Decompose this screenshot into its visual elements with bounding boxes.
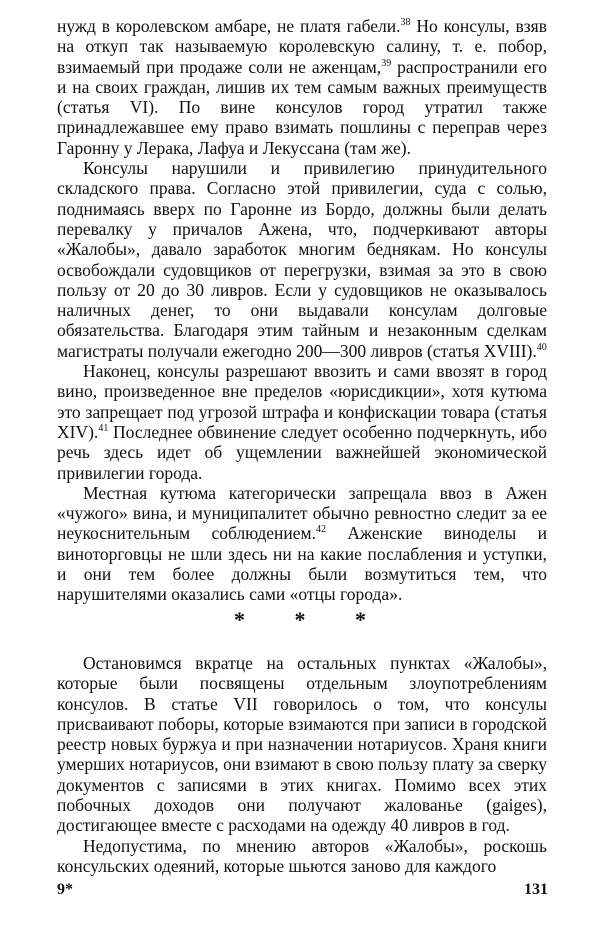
paragraph bbox=[57, 653, 547, 836]
page-number: 131 bbox=[524, 881, 548, 898]
text-run: распространили его и на своих граждан, лишив их тем самым важных преимуществ (статья VI). По вине консулов город утратил также принадлежавшее ему право взимать пошлины с переправ через Гаронну у Лерака, Лафуа и Лекуссана (там же). bbox=[57, 56, 547, 158]
paragraph bbox=[57, 361, 547, 483]
paragraph bbox=[57, 158, 547, 361]
text-run: Остановимся вкратце на остальных пунктах «Жалобы», которые были посвящены отдельным злоупотреблениям консулов. В статье VII говорилось о том, что консулы присваивают поборы, которые взимаются при записи в городской реестр новых буржуа и при назначении нотариусов. Храня книги умерших нотариусов, они взимают в свою пользу плату за сверку документов с записями в этих книгах. Помимо всех этих побочных доходов они получают жалованье (gaiges), достигающее вместе с расходами на одежду 40 ливров в год. bbox=[57, 653, 547, 836]
text-run: Консулы нарушили и привилегию принудительного складского права. Согласно этой привилегии, суда с солью, поднимаясь вверх по Гаронне из Бордо, должны были делать перевалку у причалов Ажена, что, подчеркивают авторы «Жалобы», давало заработок многим беднякам. Но консулы освобождали судовщиков от перегрузки, взимая за это в свою пользу от 20 до 30 ливров. Если у судовщиков не оказывалось наличных денег, то они выдавали консулам долговые обязательства. Благодаря этим тайным и незаконным сделкам магистраты получали ежегодно 200—300 ливров (статья XVIII). bbox=[57, 158, 547, 361]
paragraph bbox=[57, 483, 547, 605]
footnote-ref: 41 bbox=[98, 423, 109, 435]
text-run: нужд в королевском амбаре, не платя габели. bbox=[57, 16, 401, 36]
text-run: Недопустима, по мнению авторов «Жалобы», роскошь консульских одеяний, которые шьются заново для каждого bbox=[57, 835, 547, 876]
text-run: Но консулы, взяв на откуп так называемую королевскую салину, т. е. побор, взимаемый при продаже соли не аженцам, bbox=[57, 16, 547, 77]
text-run: Последнее обвинение следует особенно подчеркнуть, ибо речь здесь идет об ущемлении важнейшей экономической привилегии города. bbox=[57, 421, 547, 483]
text-run: Аженские виноделы и виноторговцы не шли здесь ни на какие послабления и уступки, и они тем более должны были возмутиться тем, что нарушителями оказались сами «отцы города». bbox=[57, 523, 547, 605]
paragraph bbox=[57, 836, 547, 877]
body-text-bottom bbox=[57, 653, 547, 876]
footnote-ref: 42 bbox=[316, 524, 326, 536]
footnote-ref: 38 bbox=[400, 17, 411, 29]
text-run: Наконец, консулы разрешают ввозить и сами ввозят в город вино, произведенное вне пределов «юрисдикции», хотя кутюма это запрещает под угрозой штрафа и конфискации товара (статья XIV). bbox=[57, 361, 547, 442]
footnote-ref: 39 bbox=[381, 57, 392, 69]
text-run: Местная кутюма категорически запрещала ввоз в Ажен «чужого» вина, и муниципалитет обычно ревностно следит за ее неукоснительным соблюдением. bbox=[57, 482, 547, 544]
body-text-top bbox=[57, 16, 547, 605]
paragraph bbox=[57, 16, 547, 158]
section-divider: * * * bbox=[234, 607, 388, 632]
footnote-ref: 40 bbox=[536, 341, 547, 353]
signature-mark: 9* bbox=[57, 881, 73, 898]
